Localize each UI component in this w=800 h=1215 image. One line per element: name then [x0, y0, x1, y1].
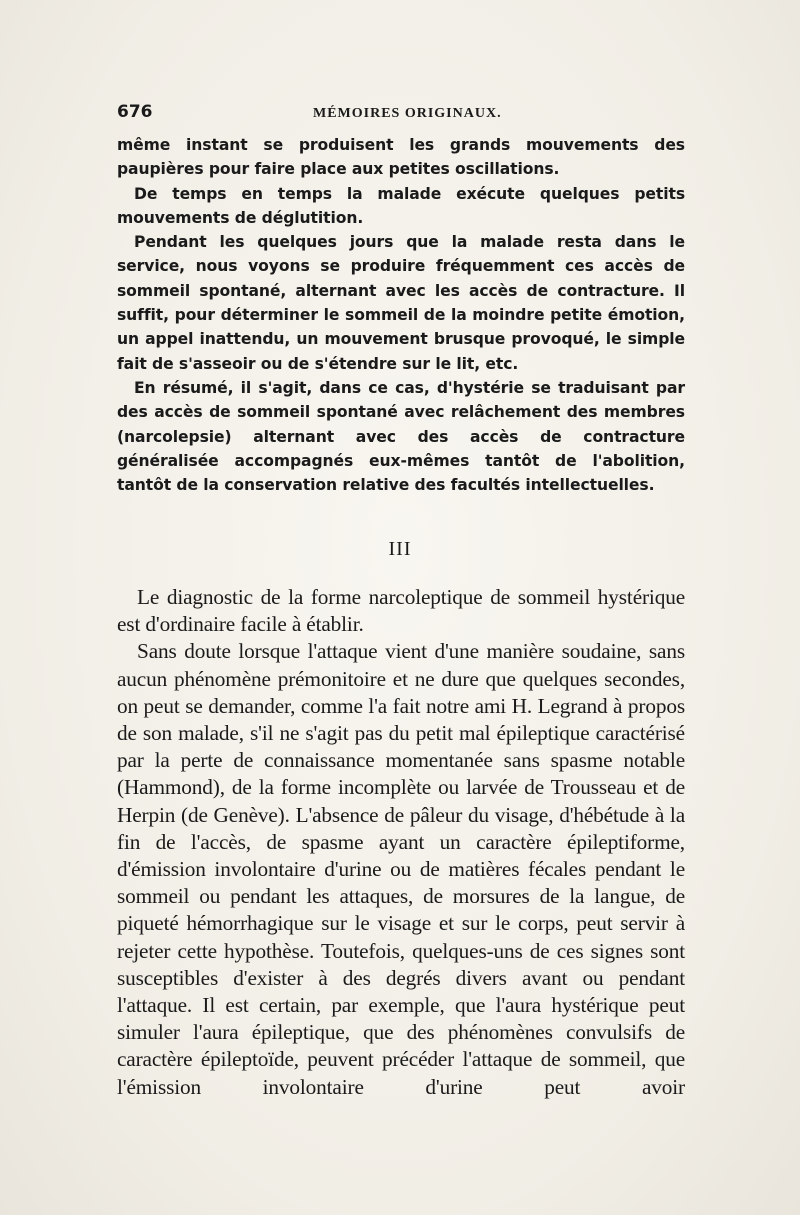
- body-text: [117, 584, 685, 1101]
- paragraph: En résumé, il s'agit, dans ce cas, d'hystérie se traduisant par des accès de sommeil spontané avec relâchement des membres (narcolepsie) alternant avec des accès de contracture généralisée accompagnés eux-mêmes tantôt de l'abolition, tantôt de la conservation relative des facultés intellectuelles.: [117, 378, 685, 495]
- case-notes-text: [117, 133, 685, 497]
- paragraph: Pendant les quelques jours que la malade resta dans le service, nous voyons se produire fréquemment ces accès de sommeil spontané, alternant avec les accès de contracture. Il suffit, pour déterminer le sommeil de la moindre petite émotion, un appel inattendu, un mouvement brusque provoqué, le simple fait de s'asseoir ou de s'étendre sur le lit, etc.: [117, 233, 685, 373]
- running-title: MÉMOIRES ORIGINAUX.: [313, 106, 502, 121]
- page-number: 676: [117, 102, 153, 122]
- paragraph: Le diagnostic de la forme narcoleptique de sommeil hystérique est d'ordinaire facile à établir.: [117, 585, 685, 637]
- paragraph: Sans doute lorsque l'attaque vient d'une manière soudaine, sans aucun phénomène prémonitoire et ne dure que quelques secondes, on peut se demander, comme l'a fait notre ami H. Legrand à propos de son malade, s'il ne s'agit pas du petit mal épileptique caractérisé par la perte de connaissance momentanée sans spasme notable (Hammond), de la forme incomplète ou larvée de Trousseau et de Herpin (de Genève). L'absence de pâleur du visage, d'hébétude à la fin de l'accès, de spasme ayant un caractère épileptiforme, d'émission involontaire d'urine ou de matières fécales pendant le sommeil ou pendant les attaques, de morsures de la langue, de piqueté hémorrhagique sur le visage et sur le corps, peut servir à rejeter cette hypothèse. Toutefois, quelques-uns de ces signes sont susceptibles d'exister à des degrés divers avant ou pendant l'attaque. Il est certain, par exemple, que l'aura hystérique peut simuler l'aura épileptique, que des phénomènes convulsifs de caractère épileptoïde, peuvent précéder l'attaque de sommeil, que l'émission involontaire d'urine peut avoir: [117, 639, 685, 1099]
- running-header: [117, 102, 685, 128]
- section-heading: III: [388, 538, 412, 560]
- paragraph: De temps en temps la malade exécute quelques petits mouvements de déglutition.: [117, 184, 685, 227]
- paragraph: même instant se produisent les grands mouvements des paupières pour faire place aux petites oscillations.: [117, 136, 685, 179]
